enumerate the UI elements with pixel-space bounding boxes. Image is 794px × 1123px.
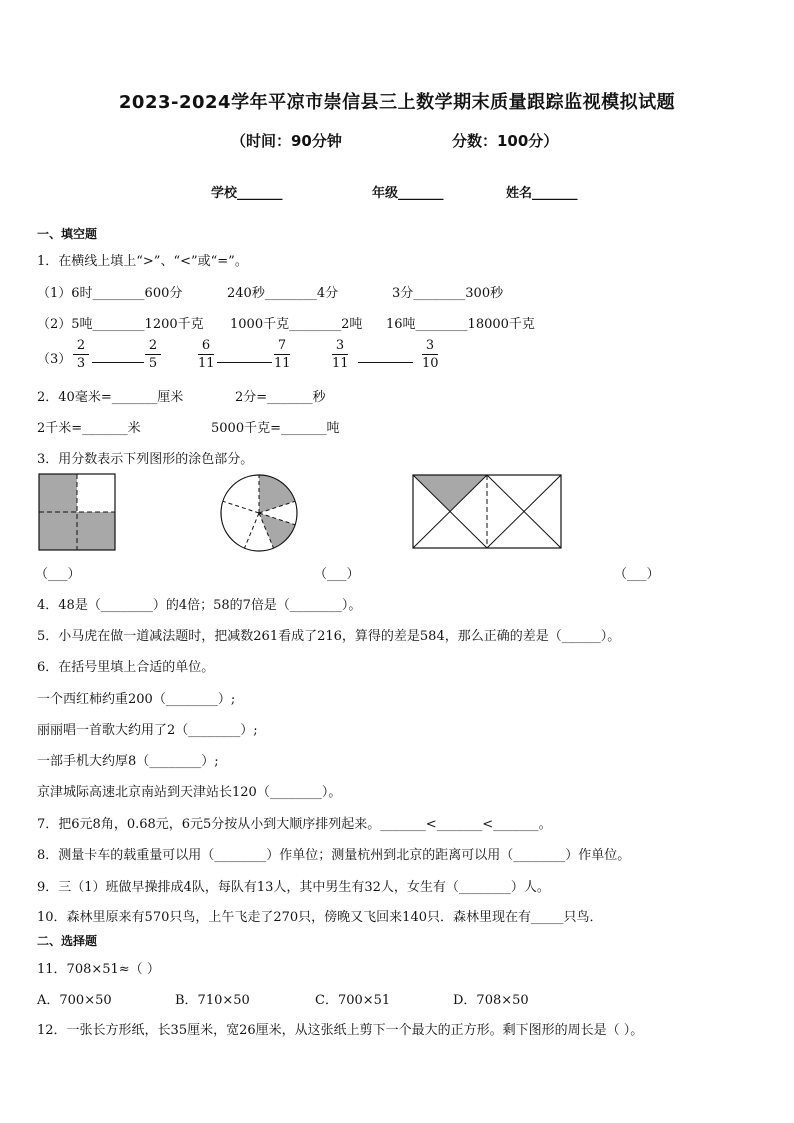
q1-row1-item1: （1）6时________600分 bbox=[37, 286, 183, 301]
q3-answer-1[interactable]: （___） bbox=[35, 567, 81, 582]
answer-line[interactable] bbox=[92, 362, 144, 363]
q1-row1-item3: 3分________300秒 bbox=[392, 286, 504, 301]
question-6: 6．在括号里填上合适的单位。 bbox=[37, 660, 215, 675]
fraction-2-5: 2 5 bbox=[145, 338, 161, 371]
q2-row2-item1: 2千米=_______米 bbox=[37, 421, 141, 436]
fraction-2-3: 2 3 bbox=[73, 338, 89, 371]
question-4: 4．48是（________）的4倍；58的7倍是（________）。 bbox=[37, 598, 362, 613]
fraction-6-11: 6 11 bbox=[198, 338, 215, 371]
q11-option-d[interactable]: D．708×50 bbox=[453, 993, 529, 1008]
q6-item-2: 丽丽唱一首歌大约用了2（________）; bbox=[37, 723, 258, 738]
answer-line[interactable] bbox=[217, 362, 272, 363]
q1-row1-item2: 240秒________4分 bbox=[227, 286, 339, 301]
name-field[interactable]: 姓名_______ bbox=[506, 186, 578, 201]
fraction-3-11: 3 11 bbox=[332, 338, 349, 371]
q2-row2-item2: 5000千克=_______吨 bbox=[211, 421, 340, 436]
q3-answer-2[interactable]: （___） bbox=[314, 567, 360, 582]
question-12: 12．一张长方形纸，长35厘米，宽26厘米，从这张纸上剪下一个最大的正方形。剩下图形的周长是（ ）。 bbox=[37, 1023, 644, 1038]
q6-item-3: 一部手机大约厚8（________）; bbox=[37, 754, 219, 769]
q1-row2-item1: （2）5吨________1200千克 bbox=[37, 317, 204, 332]
fraction-3-10: 3 10 bbox=[422, 338, 439, 371]
question-1: 1．在横线上填上“>”、“<”或“=”。 bbox=[37, 254, 248, 269]
question-9: 9．三（1）班做早操排成4队，每队有13人，其中男生有32人，女生有（________）人。 bbox=[37, 880, 550, 895]
question-5: 5．小马虎在做一道减法题时，把减数261看成了216，算得的差是584，那么正确的差是（______）。 bbox=[37, 629, 621, 644]
section-choice-title: 二、选择题 bbox=[37, 934, 98, 948]
section-fill-blank-title: 一、填空题 bbox=[37, 227, 98, 241]
score-info: 分数：100分） bbox=[452, 132, 559, 150]
q11-option-a[interactable]: A．700×50 bbox=[37, 993, 112, 1008]
grade-field[interactable]: 年级_______ bbox=[372, 186, 444, 201]
q11-option-b[interactable]: B．710×50 bbox=[175, 993, 250, 1008]
question-10: 10．森林里原来有570只鸟，上午飞走了270只，傍晚又飞回来140只．森林里现在有_____只鸟． bbox=[37, 910, 603, 925]
q11-option-c[interactable]: C．700×51 bbox=[315, 993, 391, 1008]
q1-row3-label: （3） bbox=[37, 352, 72, 367]
quadrant-square-figure bbox=[38, 473, 118, 551]
q6-item-4: 京津城际高速北京南站到天津站长120（________）。 bbox=[37, 785, 342, 800]
page-title: 2023-2024学年平凉市崇信县三上数学期末质量跟踪监视模拟试题 bbox=[118, 92, 676, 113]
question-7: 7．把6元8角，0.68元，6元5分按从小到大顺序排列起来。_______<_______<_______。 bbox=[37, 817, 552, 832]
q3-answer-3[interactable]: （___） bbox=[614, 567, 660, 582]
question-3: 3．用分数表示下列图形的涂色部分。 bbox=[37, 452, 254, 467]
q1-row2-item2: 1000千克________2吨 bbox=[230, 317, 363, 332]
circle-fraction-figure bbox=[218, 472, 300, 554]
time-info: （时间：90分钟 bbox=[231, 132, 342, 150]
fraction-7-11: 7 11 bbox=[274, 338, 291, 371]
q2-row1-item2: 2分=_______秒 bbox=[235, 390, 326, 405]
q6-item-1: 一个西红柿约重200（________）; bbox=[37, 692, 236, 707]
question-11: 11．708×51≈（ ） bbox=[37, 962, 160, 977]
rectangle-triangles-figure bbox=[412, 474, 564, 550]
q2-row1-item1: 2．40毫米=_______厘米 bbox=[37, 390, 184, 405]
answer-line[interactable] bbox=[358, 362, 413, 363]
q1-row2-item3: 16吨________18000千克 bbox=[386, 317, 535, 332]
question-8: 8．测量卡车的载重量可以用（________）作单位；测量杭州到北京的距离可以用（________）作单位。 bbox=[37, 848, 631, 863]
school-field[interactable]: 学校_______ bbox=[211, 186, 283, 201]
